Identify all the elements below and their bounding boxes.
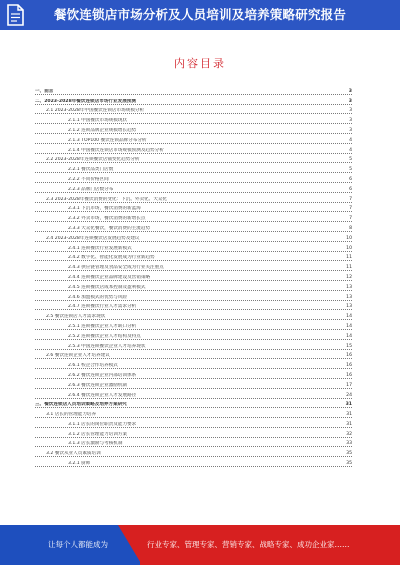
toc-entry-page: 5 xyxy=(349,167,352,173)
toc-entry-page: 15 xyxy=(346,343,352,349)
toc-entry[interactable] xyxy=(35,389,352,399)
toc-entry-page: 7 xyxy=(349,196,352,202)
toc-entry-text: 2.2.1 餐饮品类门店数 xyxy=(68,167,114,173)
toc-entry-text: 2.4.2 数字化、智能化发展成为行业新趋势 xyxy=(68,255,155,261)
toc-entry-page: 12 xyxy=(346,274,352,280)
toc-entry-page: 16 xyxy=(346,363,352,369)
toc-entry-page: 17 xyxy=(346,382,352,388)
toc-entry-text: 三、餐饮连锁店人员培训策略及培养方案研究 xyxy=(35,402,127,408)
toc-entry-text: 2.4 2023-2028年连锁餐饮店发展趋势及建议 xyxy=(46,235,140,241)
toc-entry[interactable] xyxy=(35,359,352,369)
toc-entry-text: 2.1 2023-2028年中国餐饮连锁店市场规模分析 xyxy=(46,108,145,114)
toc-entry[interactable] xyxy=(35,232,352,242)
footer-slogan-right: 行业专家、管理专家、营销专家、战略专家、成功企业家…… xyxy=(147,540,350,549)
toc-entry[interactable] xyxy=(35,291,352,301)
toc-entry-page: 13 xyxy=(346,294,352,300)
toc-entry-text: 2.5.2 连锁餐饮企业人才结构及特点 xyxy=(68,333,141,339)
footer-banner xyxy=(0,525,400,565)
toc-entry-text: 2.4.3 供应链管理及食品安全成为行业关注重点 xyxy=(68,265,164,271)
toc-entry[interactable] xyxy=(35,379,352,389)
toc-entry-text: 2.1.3 TOP100 餐饮连锁品牌分布分析 xyxy=(68,137,147,143)
toc-entry-text: 3.2 餐饮从业人员素质培训 xyxy=(46,451,101,457)
toc-entry-page: 33 xyxy=(346,441,352,447)
toc-entry[interactable] xyxy=(35,114,352,124)
toc-entry[interactable] xyxy=(35,203,352,213)
toc-entry[interactable] xyxy=(35,447,352,457)
toc-entry-page: 31 xyxy=(345,402,352,408)
toc-entry[interactable] xyxy=(35,193,352,203)
toc-entry-page: 6 xyxy=(349,176,352,182)
toc-entry[interactable] xyxy=(35,408,352,418)
toc-entry-text: 3.1.3 店长激励与考核机制 xyxy=(68,441,123,447)
toc-entry-text: 2.6.1 校企合作培养模式 xyxy=(68,363,118,369)
toc-entry-text: 2.3.2 外卖市场，餐饮消费的新增长点 xyxy=(68,216,146,222)
report-title: 餐饮连锁店市场分析及人员培训及培养策略研究报告 xyxy=(53,7,347,22)
toc-entry[interactable] xyxy=(35,105,352,115)
toc-entry[interactable] xyxy=(35,340,352,350)
toc-entry-page: 35 xyxy=(346,461,352,467)
toc-entry[interactable] xyxy=(35,212,352,222)
toc-entry[interactable] xyxy=(35,310,352,320)
footer-slogan-left: 让每个人都能成为 xyxy=(48,540,108,549)
toc-entry[interactable] xyxy=(35,438,352,448)
toc-entry-text: 3.1 店长的管理能力培养 xyxy=(46,412,97,418)
footer-divider xyxy=(118,525,142,565)
toc-entry-page: 11 xyxy=(346,265,352,271)
toc-entry[interactable] xyxy=(35,163,352,173)
toc-entry[interactable] xyxy=(35,281,352,291)
toc-entry[interactable] xyxy=(35,428,352,438)
toc-entry-text: 2.1.2 连锁品牌企业规模增长趋势 xyxy=(68,127,137,133)
toc-entry-text: 2.6.3 餐饮连锁企业激励机制 xyxy=(68,382,128,388)
toc-entry[interactable] xyxy=(35,95,352,105)
toc-entry[interactable] xyxy=(35,144,352,154)
toc-entry[interactable] xyxy=(35,350,352,360)
toc-entry-text: 2.2.3 品牌门店数分布 xyxy=(68,186,114,192)
toc-entry-page: 4 xyxy=(349,137,352,143)
toc-entry-text: 2.3.1 下沉市场，餐饮消费的新蓝海 xyxy=(68,206,141,212)
toc-entry-page: 16 xyxy=(346,353,352,359)
toc-entry[interactable] xyxy=(35,183,352,193)
toc-entry[interactable] xyxy=(35,320,352,330)
toc-entry-text: 3.2.1 厨师 xyxy=(68,461,91,467)
toc-entry[interactable] xyxy=(35,252,352,262)
toc-entry[interactable] xyxy=(35,457,352,467)
toc-entry-page: 31 xyxy=(346,412,352,418)
toc-entry-page: 31 xyxy=(346,421,352,427)
toc-entry-page: 10 xyxy=(346,245,352,251)
toc-entry-text: 2.2 2023-2028年连锁餐饮店铺变化趋势分析 xyxy=(46,157,140,163)
toc-entry-page: 32 xyxy=(346,431,352,437)
toc-entry[interactable] xyxy=(35,301,352,311)
toc-entry-text: 2.4.1 连锁餐饮行业发展新模式 xyxy=(68,245,132,251)
toc-entry[interactable] xyxy=(35,399,352,409)
table-of-contents xyxy=(35,85,352,467)
toc-entry-text: 2.5.3 中国连锁餐饮企业人才培养现状 xyxy=(68,343,146,349)
toc-entry-page: 7 xyxy=(349,216,352,222)
toc-heading: 内容目录 xyxy=(174,57,226,70)
toc-entry-text: 3.1.2 店长管理能力培训方案 xyxy=(68,431,128,437)
toc-entry-page: 6 xyxy=(349,186,352,192)
toc-entry-page: 3 xyxy=(349,127,352,133)
toc-entry-page: 3 xyxy=(348,88,352,94)
toc-entry-page: 3 xyxy=(348,98,352,104)
toc-entry-page: 14 xyxy=(346,323,352,329)
toc-entry-page: 14 xyxy=(346,333,352,339)
header-banner xyxy=(0,0,400,30)
toc-entry[interactable] xyxy=(35,271,352,281)
toc-entry-text: 2.6 餐饮连锁企业人才培养建议 xyxy=(46,353,110,359)
toc-entry-page: 4 xyxy=(349,147,352,153)
toc-entry[interactable] xyxy=(35,85,352,95)
toc-entry-text: 2.3.3 大众化餐饮，餐饮消费的主流趋势 xyxy=(68,225,151,231)
toc-entry-text: 2.6.2 餐饮连锁企业内部培训体系 xyxy=(68,372,137,378)
toc-entry[interactable] xyxy=(35,124,352,134)
toc-entry-text: 3.1.1 店长的岗位职责及能力要求 xyxy=(68,421,137,427)
toc-entry[interactable] xyxy=(35,173,352,183)
toc-entry-page: 16 xyxy=(346,372,352,378)
toc-entry-page: 8 xyxy=(349,225,352,231)
toc-entry-page: 11 xyxy=(346,255,352,261)
toc-entry-page: 10 xyxy=(346,235,352,241)
toc-entry[interactable] xyxy=(35,134,352,144)
toc-entry-text: 2.5 餐饮连锁店人才需求现状 xyxy=(46,314,106,320)
toc-entry-page: 24 xyxy=(346,392,352,398)
toc-entry-text: 2.4.6 加盟模式的优势与风险 xyxy=(68,294,128,300)
toc-entry-page: 35 xyxy=(346,451,352,457)
toc-entry-page: 5 xyxy=(349,157,352,163)
toc-entry[interactable] xyxy=(35,222,352,232)
toc-entry-text: 2.4.4 连锁餐饮企业品牌建设及营销策略 xyxy=(68,274,151,280)
toc-entry[interactable] xyxy=(35,418,352,428)
toc-entry-text: 2.3 2023-2028年餐饮消费的变化：下沉、外卖化、大众化 xyxy=(46,196,168,202)
toc-entry[interactable] xyxy=(35,242,352,252)
toc-entry-text: 一、前言 xyxy=(35,88,54,94)
toc-entry-page: 14 xyxy=(346,314,352,320)
toc-entry-page: 3 xyxy=(349,108,352,114)
toc-entry-page: 13 xyxy=(346,304,352,310)
toc-entry[interactable] xyxy=(35,154,352,164)
toc-entry-page: 7 xyxy=(349,206,352,212)
toc-entry[interactable] xyxy=(35,261,352,271)
toc-entry[interactable] xyxy=(35,330,352,340)
toc-entry-text: 2.1.1 中国餐饮市场规模现状 xyxy=(68,118,128,124)
toc-entry-text: 2.1.4 中国餐饮连锁店市场规模预测及趋势分析 xyxy=(68,147,164,153)
toc-entry-text: 2.4.5 连锁餐饮店成本控制及盈利模式 xyxy=(68,284,146,290)
toc-entry-text: 2.5.1 连锁餐饮企业人才缺口分析 xyxy=(68,323,137,329)
toc-entry-text: 2.2.2 不同价格区间 xyxy=(68,176,109,182)
toc-entry-text: 二、2023-2028年餐饮连锁店市场行业发展预测 xyxy=(35,98,136,104)
toc-entry-page: 13 xyxy=(346,284,352,290)
toc-entry-page: 3 xyxy=(349,118,352,124)
toc-entry-text: 2.4.7 连锁餐饮行业人才需求分析 xyxy=(68,304,137,310)
toc-entry[interactable] xyxy=(35,369,352,379)
toc-entry-text: 2.6.4 餐饮连锁企业人才发展路径 xyxy=(68,392,137,398)
